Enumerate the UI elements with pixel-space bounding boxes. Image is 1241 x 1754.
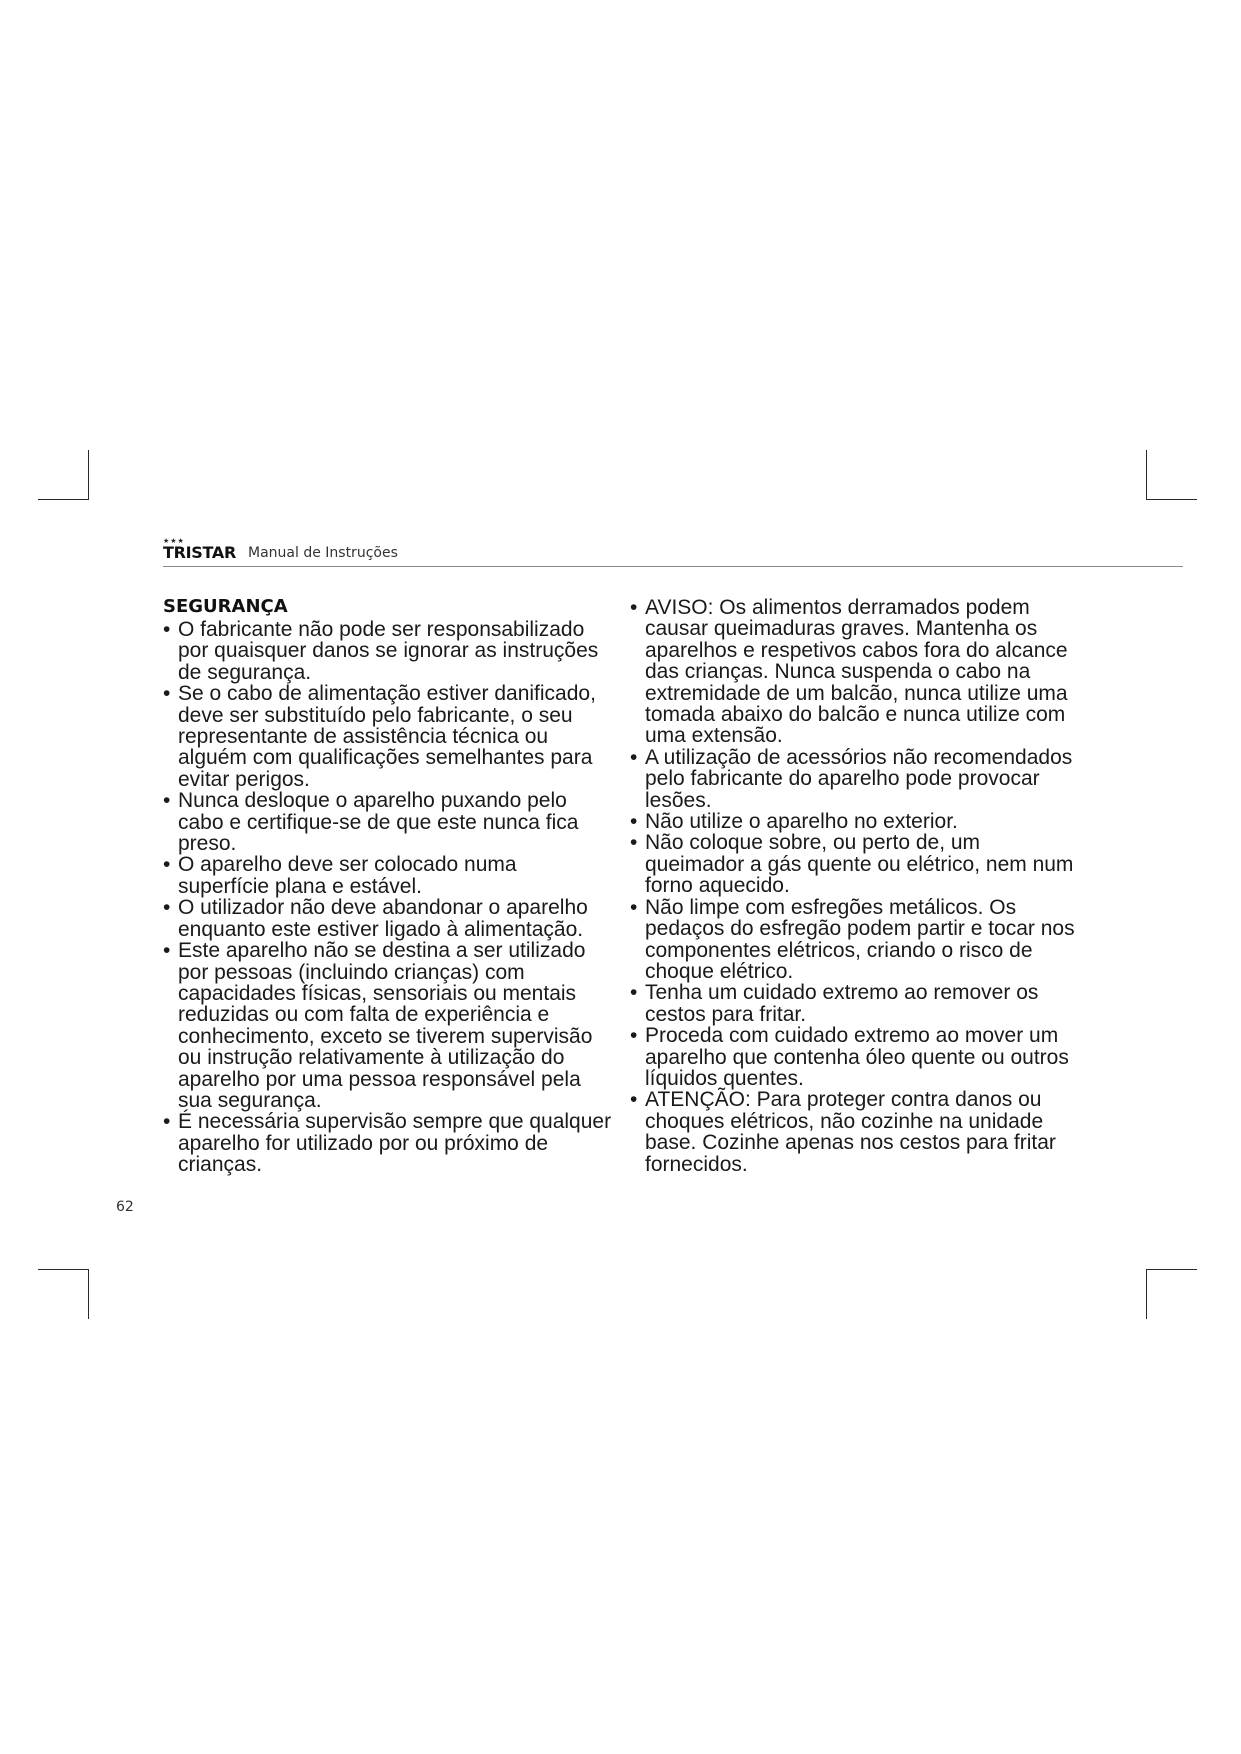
- list-item: • O utilizador não deve abandonar o aparelho enquanto este estiver ligado à alimentação.: [163, 897, 613, 940]
- list-item: • AVISO: Os alimentos derramados podem causar queimaduras graves. Mantenha os aparelhos e respetivos cabos fora do alcance das crianças. Nunca suspenda o cabo na extremidade de um balcão, nunca utilize uma tomada abaixo do balcão e nunca utilize com uma extensão.: [630, 597, 1080, 747]
- list-item: • Se o cabo de alimentação estiver danificado, deve ser substituído pelo fabricante, o seu representante de assistência técnica ou alguém com qualificações semelhantes para evitar perigos.: [163, 683, 613, 790]
- list-item: • Não coloque sobre, ou perto de, um queimador a gás quente ou elétrico, nem num forno aquecido.: [630, 832, 1080, 896]
- brand-stars: ★★★: [163, 538, 185, 545]
- list-item: • ATENÇÃO: Para proteger contra danos ou choques elétricos, não cozinhe na unidade base. Cozinhe apenas nos cestos para fritar fornecidos.: [630, 1089, 1080, 1175]
- list-item: • O fabricante não pode ser responsabilizado por quaisquer danos se ignorar as instruções de segurança.: [163, 619, 613, 683]
- right-column: [630, 597, 1080, 1175]
- page-number: 62: [116, 1199, 134, 1215]
- tristar-logo: [163, 538, 241, 564]
- list-item: • Tenha um cuidado extremo ao remover os cestos para fritar.: [630, 982, 1080, 1025]
- manual-title: Manual de Instruções: [248, 545, 398, 561]
- brand-name: TRISTAR: [163, 543, 236, 562]
- list-item: • Nunca desloque o aparelho puxando pelo cabo e certifique-se de que este nunca fica preso.: [163, 790, 613, 854]
- list-item: • Não limpe com esfregões metálicos. Os pedaços do esfregão podem partir e tocar nos componentes elétricos, criando o risco de choque elétrico.: [630, 897, 1080, 983]
- page-header: [163, 538, 1183, 567]
- left-column: [163, 596, 613, 1176]
- list-item: • Não utilize o aparelho no exterior.: [630, 811, 1080, 832]
- list-item: • A utilização de acessórios não recomendados pelo fabricante do aparelho pode provocar lesões.: [630, 747, 1080, 811]
- section-title: SEGURANÇA: [163, 596, 288, 617]
- list-item: • É necessária supervisão sempre que qualquer aparelho for utilizado por ou próximo de crianças.: [163, 1111, 613, 1175]
- list-item: • Este aparelho não se destina a ser utilizado por pessoas (incluindo crianças) com capacidades físicas, sensoriais ou mentais reduzidas ou com falta de experiência e conhecimento, exceto se tiverem supervisão ou instrução relativamente à utilização do aparelho por uma pessoa responsável pela sua segurança.: [163, 940, 613, 1111]
- safety-list-left: [163, 619, 613, 1176]
- list-item: • Proceda com cuidado extremo ao mover um aparelho que contenha óleo quente ou outros líquidos quentes.: [630, 1025, 1080, 1089]
- list-item: • O aparelho deve ser colocado numa superfície plana e estável.: [163, 854, 613, 897]
- safety-list-right: [630, 597, 1080, 1175]
